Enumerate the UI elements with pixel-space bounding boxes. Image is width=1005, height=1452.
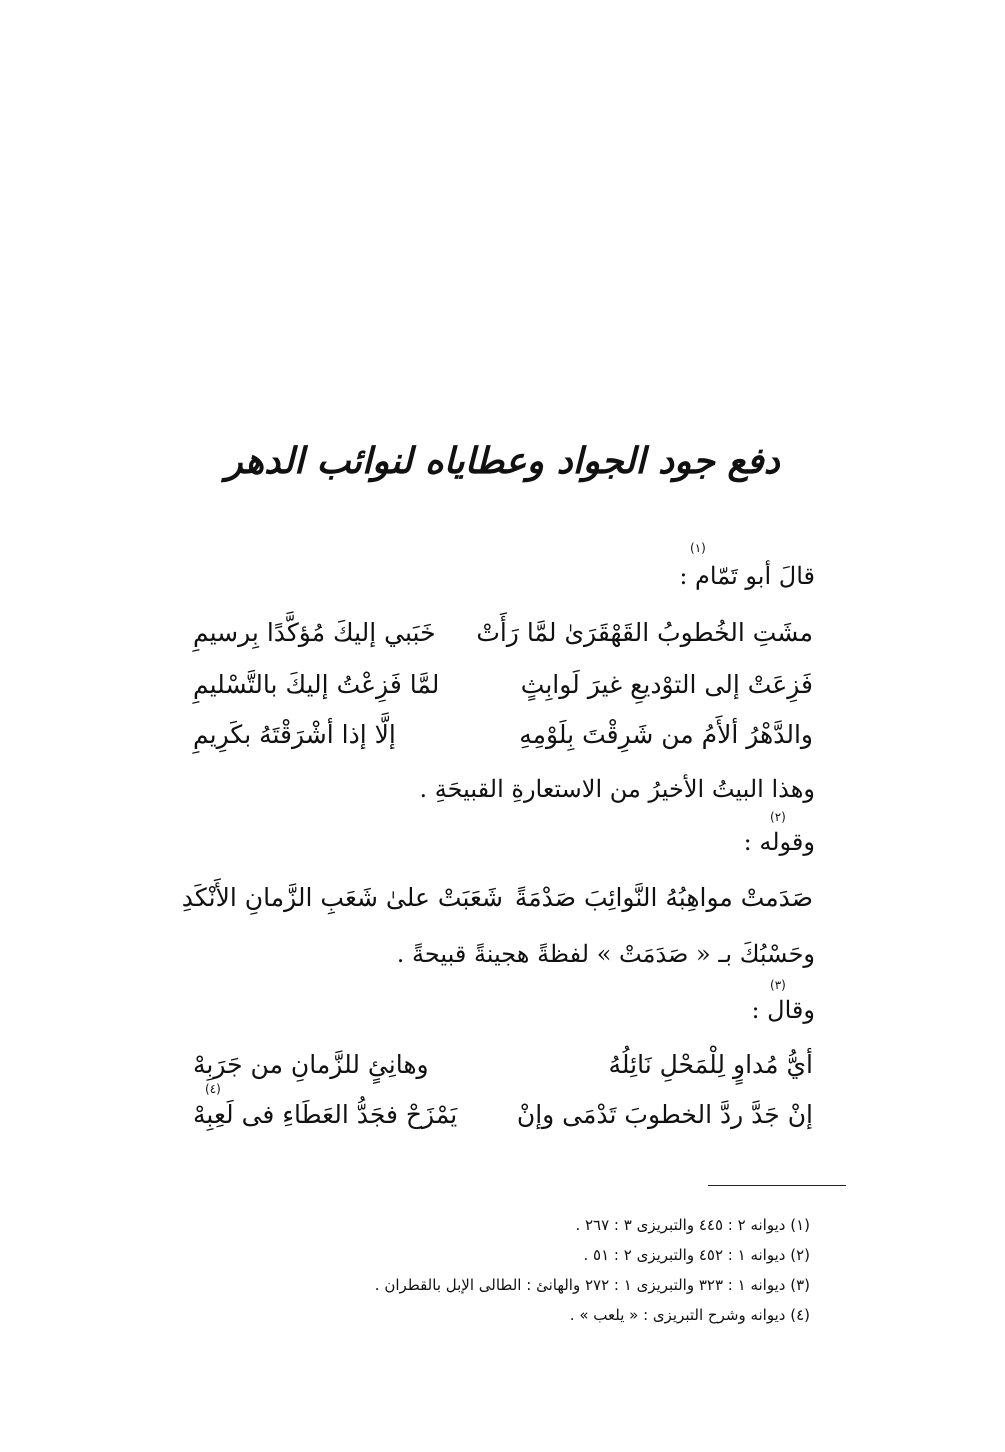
footnotes — [375, 1210, 810, 1330]
verse-intro-2: وقوله : — [743, 828, 815, 856]
comment-paragraph-2: وحَسْبُكَ بـ « صَدَمَتْ » لفظةً هجينةً قبيحةً . — [396, 940, 815, 968]
verse-line-5-first-hemistich: أيُّ مُداوٍ لِلْمَحْلِ نَائِلُهُ — [608, 1050, 813, 1079]
verse-line-1-first-hemistich: مشَتِ الخُطوبُ القَهْقَرَىٰ لمَّا رَأَتْ — [476, 618, 813, 647]
verse-line-1-second-hemistich: خَبَبي إليكَ مُؤكَّدًا بِرسيمِ — [193, 618, 436, 647]
verse-line-2-first-hemistich: فَزِعَتْ إلى التوْديعِ غيرَ لَوابِثٍ — [520, 670, 813, 699]
footnote-marker-4: (٤) — [205, 1082, 221, 1096]
verse-line-4-first-hemistich: صَدَمتْ مواهِبُهُ النَّوائِبَ صَدْمَةً — [514, 883, 813, 912]
verse-line-4-second-hemistich: شَعَبَتْ علىٰ شَعَبِ الزَّمانِ الأَنْكَدِ — [181, 883, 503, 912]
footnote-1: (١) ديوانه ٢ : ٤٤٥ والتبريزى ٣ : ٢٦٧ . — [575, 1216, 810, 1234]
footnote-3: (٣) ديوانه ١ : ٣٢٣ والتبريزى ١ : ٢٧٢ والهانئ : الطالى الإبل بالقطران . — [374, 1276, 810, 1294]
verse-intro: قالَ أبو تَمّام : — [679, 562, 815, 590]
verse-line-3-first-hemistich: والدَّهْرُ ألأَمُ من شَرِقْتَ بِلَوْمِهِ — [519, 720, 813, 749]
footnote-separator — [708, 1185, 846, 1186]
verse-line-3-second-hemistich: إلَّا إذا أشْرَقْتَهُ بكَرِيمِ — [193, 720, 396, 749]
footnote-marker-3: (٣) — [770, 978, 786, 992]
verse-line-6-second-hemistich: يَمْزَحْ فجَدُّ العَطَاءِ فى لَعِبِهْ — [193, 1100, 458, 1129]
verse-line-5-second-hemistich: وهانِئٍ للزَّمانِ من جَرَبِهْ — [193, 1050, 429, 1079]
verse-line-6-first-hemistich: إنْ جَدَّ ردَّ الخطوبَ تَدْمَى وإنْ — [516, 1100, 813, 1129]
footnote-2: (٢) ديوانه ١ : ٤٥٢ والتبريزى ٢ : ٥١ . — [583, 1246, 810, 1264]
verse-line-2-second-hemistich: لمَّا فَزِعْتُ إليكَ بالتَّسْليمِ — [193, 670, 440, 699]
comment-paragraph-1: وهذا البيتُ الأخيرُ من الاستعارةِ القبيحَةِ . — [419, 775, 815, 803]
verse-intro-3: وقال : — [751, 996, 815, 1024]
footnote-4: (٤) ديوانه وشرح التبريزى : « يلعب » . — [569, 1306, 810, 1324]
chapter-title: دفع جود الجواد وعطاياه لنوائب الدهر — [225, 440, 780, 482]
footnote-marker-1: (١) — [690, 541, 706, 555]
footnote-marker-2: (٢) — [770, 810, 786, 824]
